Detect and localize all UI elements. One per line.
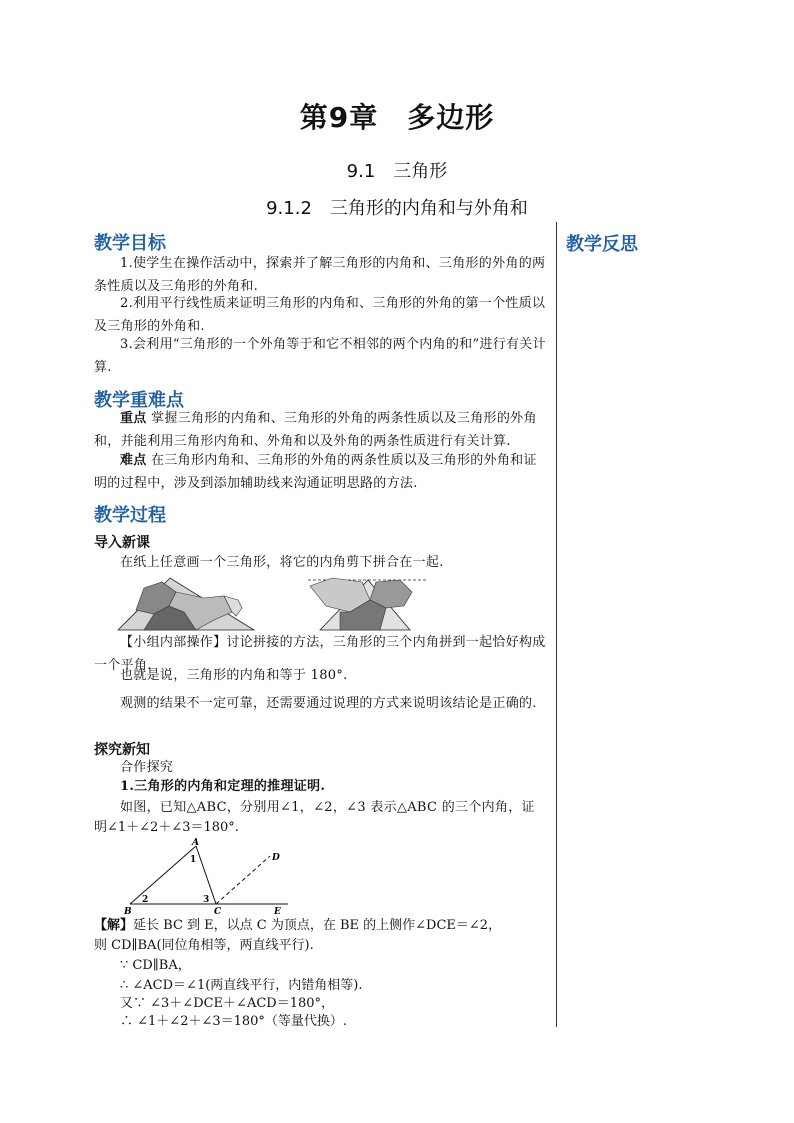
triangle-proof-figure (120, 836, 300, 916)
column-divider (556, 222, 557, 1027)
proof-step-3: 又∵ ∠3＋∠DCE＋∠ACD＝180°， (120, 996, 335, 1011)
proof-step-4: ∴ ∠1＋∠2＋∠3＝180°（等量代换）. (120, 1014, 348, 1029)
key-points-heading: 教学重难点 (94, 390, 184, 411)
label-a: A (192, 838, 199, 848)
difficulty-paragraph (94, 449, 550, 495)
difficulty-text: 在三角形内角和、三角形的外角的两条性质以及三角形的外角和证明的过程中，涉及到添加辅助线来沟通证明思路的方法. (94, 453, 537, 491)
objective-item: 2.利用平行线性质来证明三角形的内角和、三角形的外角的第一个性质以及三角形的外角和. (94, 296, 546, 334)
angle-label-1: 1 (190, 855, 197, 865)
group-label: 【小组内部操作】 (120, 635, 227, 650)
angle-label-2: 2 (142, 895, 149, 905)
objective-item: 3.会利用“三角形的一个外角等于和它不相邻的两个内角的和”进行有关计算. (94, 337, 546, 375)
conclusion-text: 也就是说，三角形的内角和等于 180°. (120, 668, 348, 683)
proof-step-1: ∵ CD∥BA， (120, 958, 191, 973)
paper-cut-figures (114, 572, 434, 634)
difficulty-label: 难点 (120, 453, 147, 468)
chapter-title: 第9章 多边形 (299, 101, 495, 134)
focus-paragraph (94, 407, 550, 453)
coop-label: 合作探究 (120, 760, 174, 775)
group-text: 讨论拼接的方法，三角形的三个内角拼到一起恰好构成一个平角. (94, 635, 546, 673)
objective-item: 1.使学生在操作活动中，探索并了解三角形的内角和、三角形的外角的两条性质以及三角形的外角和. (94, 256, 546, 294)
label-c: C (214, 907, 222, 916)
solution-label: 【解】 (94, 918, 134, 933)
angle-label-3: 3 (203, 895, 210, 905)
given-line-2: 明∠1＋∠2＋∠3＝180°. (94, 820, 239, 835)
label-d: D (272, 853, 280, 863)
cut-triangle-figure (118, 578, 254, 630)
side-ba (130, 846, 196, 904)
theorem-title: 1.三角形的内角和定理的推理证明. (120, 779, 326, 794)
explore-heading: 探究新知 (94, 742, 150, 758)
solution-line-2: 则 CD∥BA(同位角相等，两直线平行). (94, 938, 314, 953)
objectives-heading: 教学目标 (94, 233, 166, 254)
process-heading: 教学过程 (94, 505, 166, 526)
assembled-angles-figure (308, 578, 426, 630)
label-e: E (274, 907, 281, 916)
focus-text: 掌握三角形的内角和、三角形的外角的两条性质以及三角形的外角和，并能利用三角形内角和、外角和以及外角的两条性质进行有关计算. (94, 411, 537, 449)
focus-label: 重点 (120, 411, 147, 426)
label-b: B (124, 907, 132, 916)
solution-text: 延长 BC 到 E，以点 C 为顶点，在 BE 的上侧作∠DCE＝∠2， (133, 918, 502, 933)
intro-heading: 导入新课 (94, 535, 150, 551)
reflection-heading: 教学反思 (566, 234, 638, 255)
section-title: 9.1 三角形 (346, 161, 448, 182)
proof-step-2: ∴ ∠ACD＝∠1(两直线平行，内错角相等). (120, 978, 363, 993)
given-line-1: 如图，已知△ABC，分别用∠1，∠2，∠3 表示△ABC 的三个内角，证 (120, 800, 535, 815)
intro-text: 在纸上任意画一个三角形，将它的内角剪下拼合在一起. (120, 555, 444, 570)
subsection-title: 9.1.2 三角形的内角和与外角和 (266, 198, 528, 219)
observation-text: 观测的结果不一定可靠，还需要通过说理的方式来说明该结论是正确的. (120, 696, 537, 711)
ray-cd (216, 856, 270, 904)
